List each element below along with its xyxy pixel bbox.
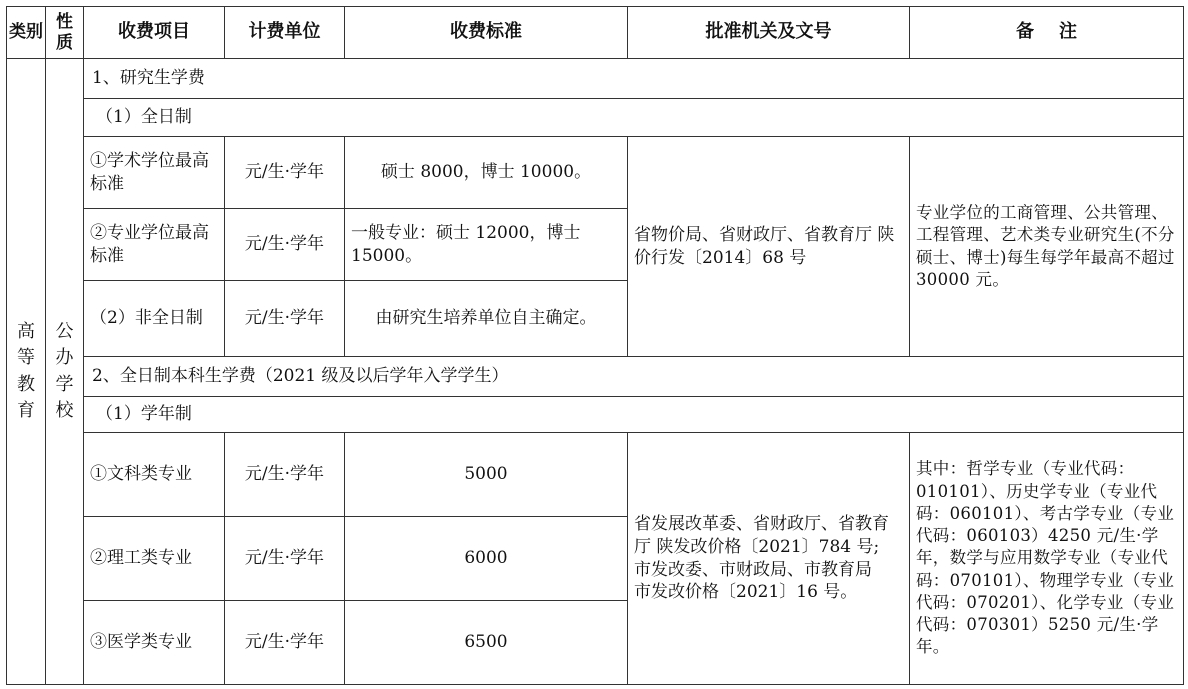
category-value: 高 等 教 育: [17, 321, 35, 421]
section2-title-row: [7, 357, 1184, 397]
section2-title: 2、全日制本科生学费（2021 级及以后学年入学学生）: [84, 357, 1184, 397]
section1-sub-row: [7, 99, 1184, 137]
section1-remarks: 专业学位的工商管理、公共管理、工程管理、艺术类专业研究生(不分硕士、博士)每生每学年最高不超过 30000 元。: [910, 137, 1184, 357]
header-category: 类别: [7, 7, 46, 59]
row-standard: 6500: [345, 601, 628, 685]
row-standard: 硕士 8000，博士 10000。: [345, 137, 628, 209]
section1-title: 1、研究生学费: [84, 59, 1184, 99]
row-standard: 一般专业：硕士 12000，博士 15000。: [345, 209, 628, 281]
nature-value: 公 办 学 校: [55, 321, 74, 421]
section1-sub: （1）全日制: [84, 99, 1184, 137]
section2-approval: 省发展改革委、省财政厅、省教育厅 陕发改价格〔2021〕784 号; 市发改委、市财政局、市教育局 市发改价格〔2021〕16 号。: [628, 433, 910, 685]
header-item: 收费项目: [84, 7, 225, 59]
section2-remarks: 其中：哲学专业（专业代码：010101）、历史学专业（专业代码：060101）、考古学专业（专业代码：060103）4250 元/生·学年，数学与应用数学专业（专业代码：070101）、物理学专业（专业代码：070201）、化学专业（专业代码：070301）5250 元/生·学年。: [910, 433, 1184, 685]
section1-approval: 省物价局、省财政厅、省教育厅 陕价行发〔2014〕68 号: [628, 137, 910, 357]
table-row: [7, 137, 1184, 209]
row-item: ①文科类专业: [84, 433, 225, 517]
row-unit: 元/生·学年: [225, 137, 345, 209]
row-item: ②理工类专业: [84, 517, 225, 601]
row-item: ①学术学位最高标准: [84, 137, 225, 209]
row-standard: 由研究生培养单位自主确定。: [345, 281, 628, 357]
section1-title-row: [7, 59, 1184, 99]
row-unit: 元/生·学年: [225, 601, 345, 685]
row-item: （2）非全日制: [84, 281, 225, 357]
row-standard: 6000: [345, 517, 628, 601]
fee-table: [6, 6, 1184, 685]
header-approval: 批准机关及文号: [628, 7, 910, 59]
header-standard: 收费标准: [345, 7, 628, 59]
table-row: [7, 433, 1184, 517]
section2-sub: （1）学年制: [84, 397, 1184, 433]
nature-cell: [46, 59, 84, 685]
row-standard: 5000: [345, 433, 628, 517]
row-item: ②专业学位最高标准: [84, 209, 225, 281]
row-item: ③医学类专业: [84, 601, 225, 685]
category-cell: [7, 59, 46, 685]
section2-sub-row: [7, 397, 1184, 433]
row-unit: 元/生·学年: [225, 433, 345, 517]
row-unit: 元/生·学年: [225, 517, 345, 601]
header-unit: 计费单位: [225, 7, 345, 59]
header-remarks: 备 注: [910, 7, 1184, 59]
header-row: [7, 7, 1184, 59]
row-unit: 元/生·学年: [225, 281, 345, 357]
header-nature: 性质: [46, 7, 84, 59]
row-unit: 元/生·学年: [225, 209, 345, 281]
